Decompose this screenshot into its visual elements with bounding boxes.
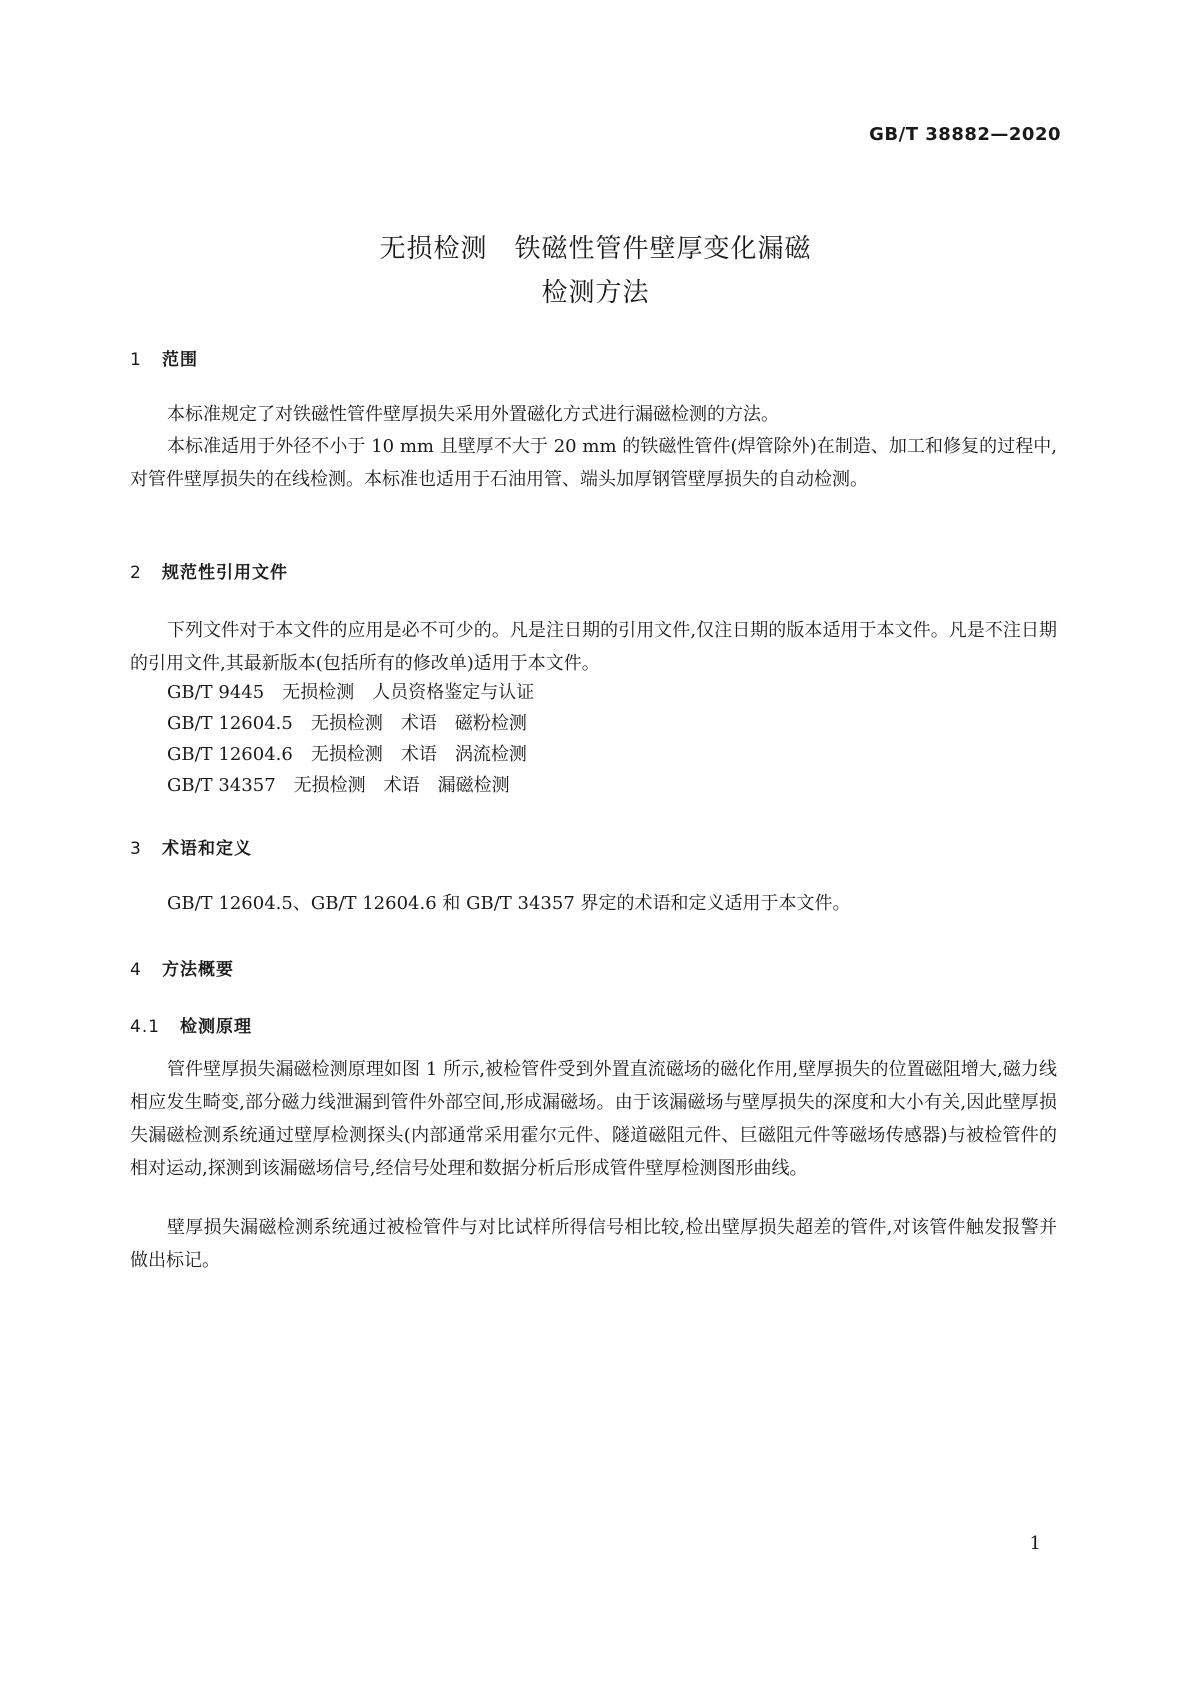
section-3-heading [130,834,252,859]
section-title: 范围 [162,350,198,370]
section-number: 1 [130,350,142,370]
section-number: 2 [130,563,142,583]
standard-code: GB/T 38882—2020 [869,124,1061,145]
reference-item: GB/T 9445 无损检测 人员资格鉴定与认证 [167,682,535,703]
reference-item: GB/T 34357 无损检测 术语 漏磁检测 [167,775,510,796]
section-title: 术语和定义 [162,839,252,859]
section-4-1-paragraph-1: 管件壁厚损失漏磁检测原理如图 1 所示,被检管件受到外置直流磁场的磁化作用,壁厚损失的位置磁阻增大,磁力线相应发生畸变,部分磁力线泄漏到管件外部空间,形成漏磁场。由于该漏磁场与壁厚损失的深度和大小有关,因此壁厚损失漏磁检测系统通过壁厚检测探头(内部通常采用霍尔元件、隧道磁阻元件、巨磁阻元件等磁场传感器)与被检管件的相对运动,探测到该漏磁场信号,经信号处理和数据分析后形成管件壁厚检测图形曲线。 [130,1059,1057,1179]
section-title: 规范性引用文件 [162,563,288,583]
document-title-line-2: 检测方法 [541,278,650,308]
section-4-heading [130,955,234,980]
section-4-1-heading [130,1012,252,1037]
section-2-paragraph-1: 下列文件对于本文件的应用是必不可少的。凡是注日期的引用文件,仅注日期的版本适用于本文件。凡是不注日期的引用文件,其最新版本(包括所有的修改单)适用于本文件。 [130,620,1057,674]
section-4-1-paragraph-2: 壁厚损失漏磁检测系统通过被检管件与对比试样所得信号相比较,检出壁厚损失超差的管件,对该管件触发报警并做出标记。 [130,1217,1057,1271]
section-title: 方法概要 [162,960,234,980]
section-number: 4 [130,960,142,980]
reference-item: GB/T 12604.6 无损检测 术语 涡流检测 [167,744,527,765]
section-2-heading [130,558,288,583]
document-title-line-1: 无损检测 铁磁性管件壁厚变化漏磁 [379,234,812,264]
section-1-paragraph-1: 本标准规定了对铁磁性管件壁厚损失采用外置磁化方式进行漏磁检测的方法。 [167,404,779,425]
section-number: 4.1 [130,1017,161,1037]
reference-item: GB/T 12604.5 无损检测 术语 磁粉检测 [167,713,527,734]
section-number: 3 [130,839,142,859]
section-1-heading [130,345,198,370]
section-title: 检测原理 [180,1017,252,1037]
section-1-paragraph-2: 本标准适用于外径不小于 10 mm 且壁厚不大于 20 mm 的铁磁性管件(焊管除外)在制造、加工和修复的过程中,对管件壁厚损失的在线检测。本标准也适用于石油用管、端头加厚钢管壁厚损失的自动检测。 [130,436,1057,490]
section-3-paragraph-1: GB/T 12604.5、GB/T 12604.6 和 GB/T 34357 界定的术语和定义适用于本文件。 [167,893,851,914]
page-number: 1 [1029,1533,1041,1554]
